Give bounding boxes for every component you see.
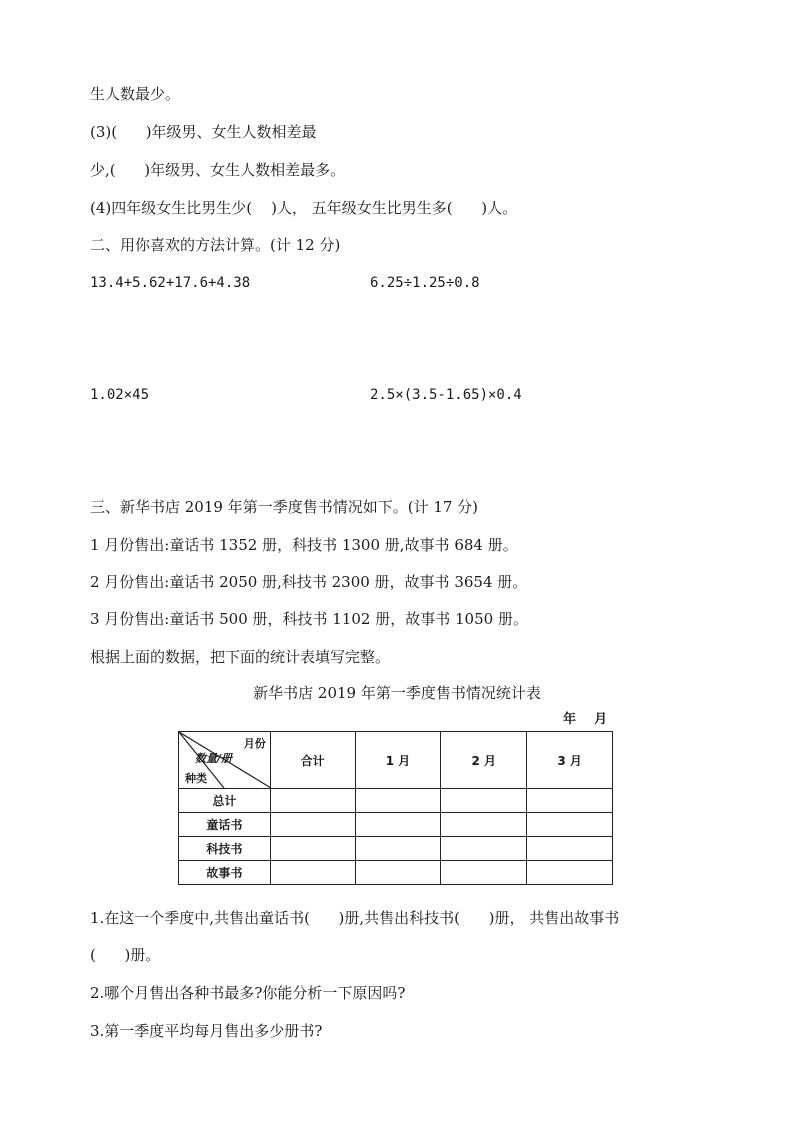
blank-cell[interactable] <box>441 789 527 813</box>
column-header-feb: 2 月 <box>441 732 527 789</box>
calc-problem-2: 6.25÷1.25÷0.8 <box>370 275 480 291</box>
blank-cell[interactable] <box>441 861 527 885</box>
corner-label-category: 种类 <box>185 772 207 785</box>
blank-cell[interactable] <box>441 837 527 861</box>
blank-cell[interactable] <box>527 837 613 861</box>
blank-cell[interactable] <box>527 813 613 837</box>
blank-cell[interactable] <box>355 813 441 837</box>
question-3: 3.第一季度平均每月售出多少册书? <box>90 1022 323 1040</box>
blank-cell[interactable] <box>270 813 355 837</box>
table-row <box>179 789 613 813</box>
blank-cell[interactable] <box>441 813 527 837</box>
corner-label-quantity: 数量/册 <box>195 752 233 765</box>
sales-january: 1 月份售出:童话书 1352 册，科技书 1300 册,故事书 684 册。 <box>90 536 518 554</box>
date-label: 年 月 <box>563 712 608 727</box>
row-header-total: 总计 <box>179 789 271 813</box>
column-header-jan: 1 月 <box>355 732 441 789</box>
table-header-row <box>179 732 613 789</box>
section-3-heading: 三、新华书店 2019 年第一季度售书情况如下。(计 17 分) <box>90 498 479 516</box>
table-instruction: 根据上面的数据，把下面的统计表填写完整。 <box>90 648 391 666</box>
row-header-science: 科技书 <box>179 837 271 861</box>
blank-cell[interactable] <box>270 837 355 861</box>
column-header-mar: 3 月 <box>527 732 613 789</box>
sales-february: 2 月份售出:童话书 2050 册,科技书 2300 册，故事书 3654 册。 <box>90 573 528 591</box>
table-title: 新华书店 2019 年第一季度售书情况统计表 <box>253 684 541 702</box>
calc-problem-1: 13.4+5.62+17.6+4.38 <box>90 275 251 291</box>
statistics-table <box>178 731 613 885</box>
table-row <box>179 861 613 885</box>
row-header-story: 故事书 <box>179 861 271 885</box>
row-header-fairy-tale: 童话书 <box>179 813 271 837</box>
table-row <box>179 813 613 837</box>
line-1: 生人数最少。 <box>90 85 181 103</box>
question-2: 2.哪个月售出各种书最多?你能分析一下原因吗? <box>90 984 406 1002</box>
column-header-total: 合计 <box>270 732 355 789</box>
blank-cell[interactable] <box>355 837 441 861</box>
question-1-line-1: 1.在这一个季度中,共售出童话书( )册,共售出科技书( )册， 共售出故事书 <box>90 909 620 927</box>
blank-cell[interactable] <box>270 789 355 813</box>
calc-problem-4: 2.5×(3.5-1.65)×0.4 <box>370 387 522 403</box>
blank-cell[interactable] <box>527 789 613 813</box>
blank-cell[interactable] <box>527 861 613 885</box>
question-4: (4)四年级女生比男生少( )人， 五年级女生比男生多( )人。 <box>90 199 518 217</box>
corner-label-month: 月份 <box>243 737 266 750</box>
question-3-line-2: 少,( )年级男、女生人数相差最多。 <box>90 161 346 179</box>
blank-cell[interactable] <box>270 861 355 885</box>
table-row <box>179 837 613 861</box>
calc-problem-3: 1.02×45 <box>90 387 150 403</box>
question-1-line-2: ( )册。 <box>90 946 161 964</box>
table-corner-cell <box>179 732 271 789</box>
blank-cell[interactable] <box>355 789 441 813</box>
section-2-heading: 二、用你喜欢的方法计算。(计 12 分) <box>90 236 341 254</box>
question-3-line-1: (3)( )年级男、女生人数相差最 <box>90 123 317 141</box>
sales-march: 3 月份售出:童话书 500 册，科技书 1102 册，故事书 1050 册。 <box>90 610 528 628</box>
blank-cell[interactable] <box>355 861 441 885</box>
